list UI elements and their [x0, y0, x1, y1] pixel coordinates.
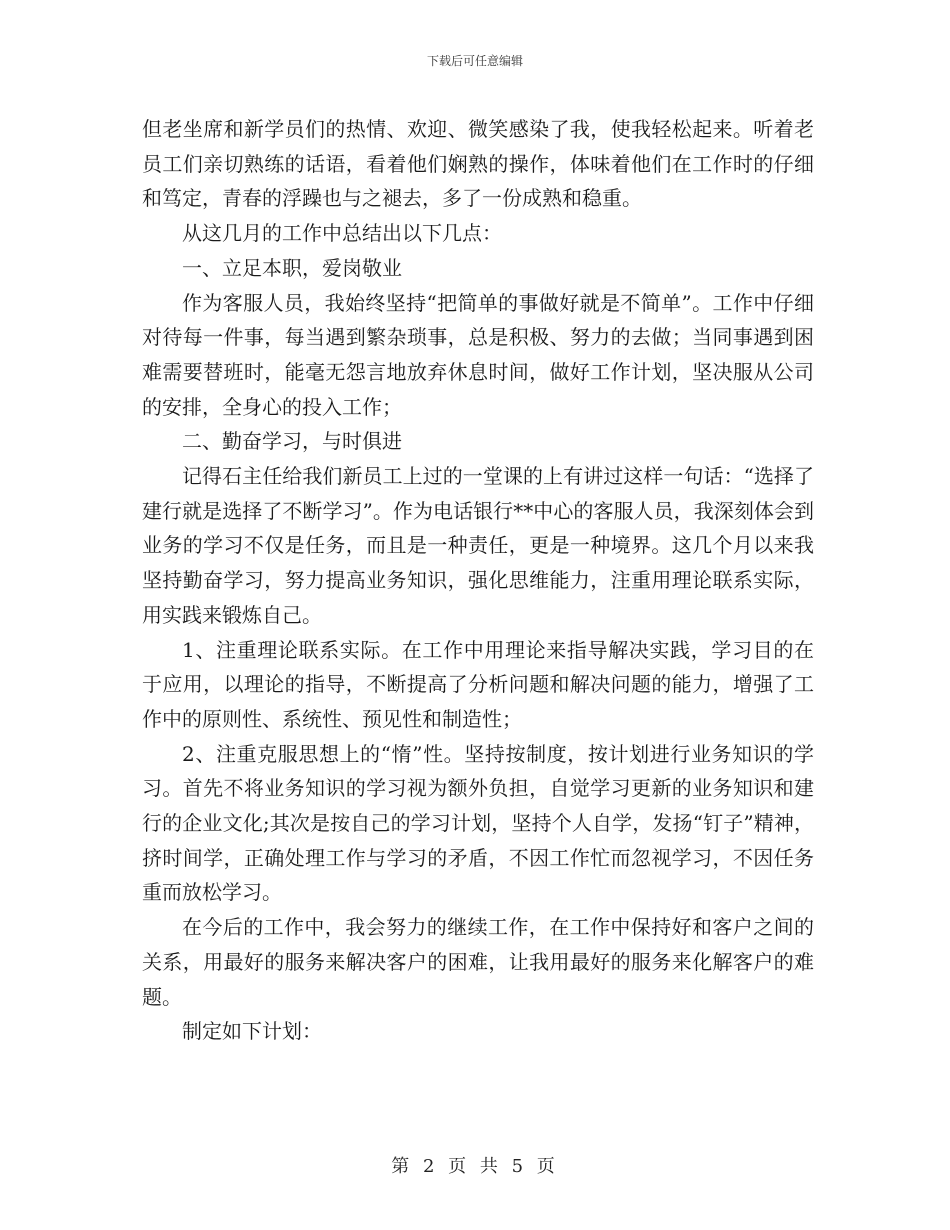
document-body: [142, 112, 814, 1049]
page-number: 第 2 页 共 5 页: [391, 1156, 559, 1177]
paragraph-plan-intro: 制定如下计划：: [182, 1019, 322, 1044]
paragraph-section-2: 记得石主任给我们新员工上过的一堂课的上有讲过这样一句话：“选择了建行就是选择了不断学习”。作为电话银行**中心的客服人员，我深刻体会到业务的学习不仅是任务，而且是一种责任，更是一种境界。这几个月以来我坚持勤奋学习，努力提高业务知识，强化思维能力，注重用理论联系实际，用实践来锻炼自己。: [142, 464, 814, 627]
paragraph-point-2: 2、注重克服思想上的“惰”性。坚持按制度，按计划进行业务知识的学习。首先不将业务知识的学习视为额外负担，自觉学习更新的业务知识和建行的企业文化;其次是按自己的学习计划，坚持个人自学，发扬“钉子”精神，挤时间学，正确处理工作与学习的矛盾，不因工作忙而忽视学习，不因任务重而放松学习。: [142, 741, 814, 905]
paragraph-future-work: 在今后的工作中，我会努力的继续工作，在工作中保持好和客户之间的关系，用最好的服务来解决客户的困难，让我用最好的服务来化解客户的难题。: [142, 915, 814, 1009]
section-heading-2: 二、勤奋学习，与时俱进: [182, 429, 402, 454]
paragraph-point-1: 1、注重理论联系实际。在工作中用理论来指导解决实践，学习目的在于应用，以理论的指导，不断提高了分析问题和解决问题的能力，增强了工作中的原则性、系统性、预见性和制造性；: [142, 637, 814, 731]
paragraph-summary-intro: 从这几月的工作中总结出以下几点：: [182, 221, 502, 246]
paragraph-section-1: 作为客服人员，我始终坚持“把简单的事做好就是不简单”。工作中仔细对待每一件事，每当遇到繁杂琐事，总是积极、努力的去做；当同事遇到困难需要替班时，能毫无怨言地放弃休息时间，做好工作计划，坚决服从公司的安排，全身心的投入工作；: [142, 290, 814, 419]
paragraph-continuation: 但老坐席和新学员们的热情、欢迎、微笑感染了我，使我轻松起来。听着老员工们亲切熟练的话语，看着他们娴熟的操作，体味着他们在工作时的仔细和笃定，青春的浮躁也与之褪去，多了一份成熟和稳重。: [142, 117, 814, 211]
section-heading-1: 一、立足本职，爱岗敬业: [182, 255, 402, 280]
page-header: 下载后可任意编辑: [426, 54, 523, 68]
